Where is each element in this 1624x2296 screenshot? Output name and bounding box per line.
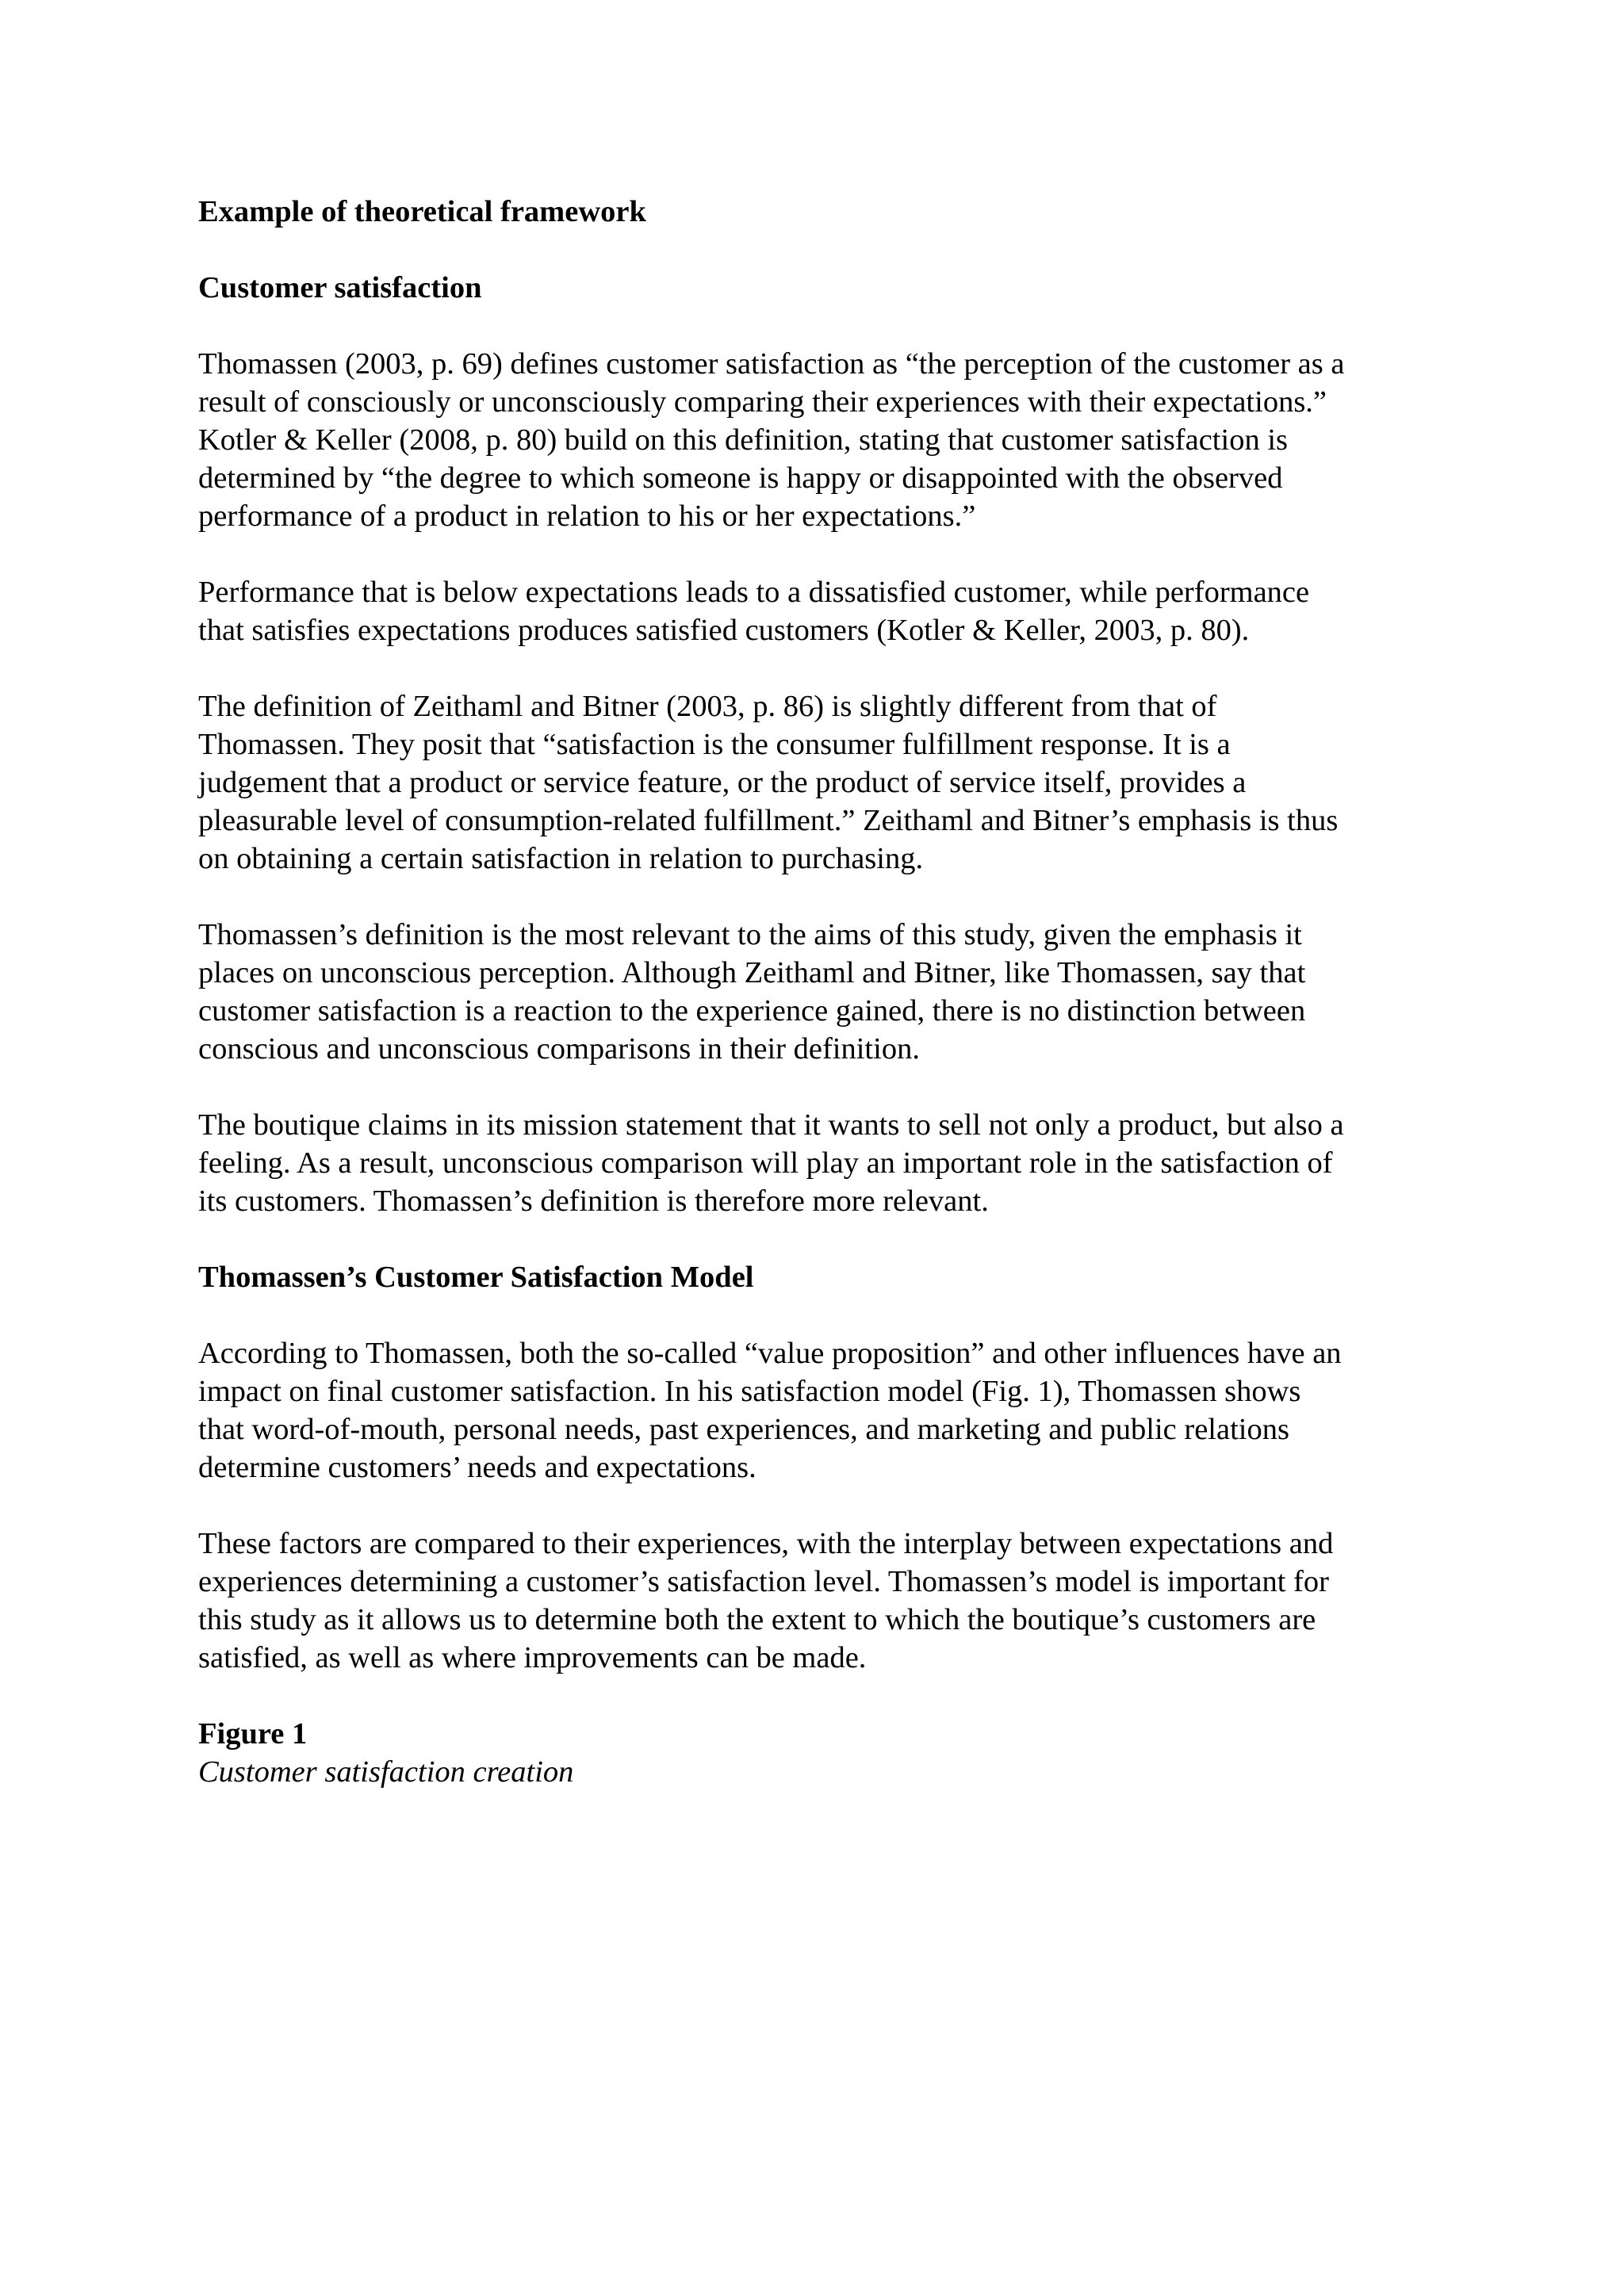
paragraph-relevance xyxy=(198,916,1451,1068)
paragraph-value-proposition xyxy=(198,1334,1451,1487)
document-page xyxy=(198,193,1451,1791)
text-line: Thomassen (2003, p. 69) defines customer satisfaction as “the perception of the customer as a xyxy=(198,347,1345,381)
text-line: The boutique claims in its mission statement that it wants to sell not only a product, but also a xyxy=(198,1108,1344,1142)
section-heading-customer-satisfaction: Customer satisfaction xyxy=(198,271,482,304)
paragraph-factors-compared xyxy=(198,1525,1451,1677)
text-line: places on unconscious perception. Although Zeithaml and Bitner, like Thomassen, say that xyxy=(198,956,1306,989)
text-line: Performance that is below expectations leads to a dissatisfied customer, while performance xyxy=(198,576,1310,609)
text-line: performance of a product in relation to his or her expectations.” xyxy=(198,499,976,533)
text-line: result of consciously or unconsciously comparing their experiences with their expectations.” xyxy=(198,385,1327,419)
paragraph-performance-expectations xyxy=(198,573,1451,649)
text-line: pleasurable level of consumption-related fulfillment.” Zeithaml and Bitner’s emphasis is thus xyxy=(198,804,1339,837)
figure-caption: Customer satisfaction creation xyxy=(198,1755,574,1789)
text-line: judgement that a product or service feature, or the product of service itself, provides a xyxy=(198,766,1247,799)
text-line: feeling. As a result, unconscious comparison will play an important role in the satisfaction of xyxy=(198,1146,1333,1180)
text-line: that satisfies expectations produces satisfied customers (Kotler & Keller, 2003, p. 80). xyxy=(198,614,1250,647)
text-line: conscious and unconscious comparisons in their definition. xyxy=(198,1032,920,1066)
paragraph-boutique-mission xyxy=(198,1106,1451,1220)
text-line: that word-of-mouth, personal needs, past experiences, and marketing and public relations xyxy=(198,1413,1289,1446)
text-line: The definition of Zeithaml and Bitner (2003, p. 86) is slightly different from that of xyxy=(198,690,1217,723)
text-line: Thomassen’s definition is the most relevant to the aims of this study, given the emphasis it xyxy=(198,918,1302,951)
text-line: on obtaining a certain satisfaction in relation to purchasing. xyxy=(198,842,924,875)
figure-label: Figure 1 xyxy=(198,1717,308,1751)
section-heading-satisfaction-model: Thomassen’s Customer Satisfaction Model xyxy=(198,1261,754,1294)
text-line: determined by “the degree to which someone is happy or disappointed with the observed xyxy=(198,461,1283,495)
paragraph-thomassen-definition xyxy=(198,345,1451,535)
text-line: this study as it allows us to determine both the extent to which the boutique’s customers are xyxy=(198,1603,1316,1636)
text-line: Kotler & Keller (2008, p. 80) build on this definition, stating that customer satisfaction is xyxy=(198,423,1289,457)
document-title: Example of theoretical framework xyxy=(198,195,646,228)
text-line: impact on final customer satisfaction. In his satisfaction model (Fig. 1), Thomassen shows xyxy=(198,1375,1301,1408)
paragraph-zeithaml-bitner xyxy=(198,687,1451,878)
text-line: customer satisfaction is a reaction to the experience gained, there is no distinction between xyxy=(198,994,1306,1027)
text-line: its customers. Thomassen’s definition is therefore more relevant. xyxy=(198,1184,989,1218)
text-line: These factors are compared to their experiences, with the interplay between expectations and xyxy=(198,1527,1334,1560)
text-line: determine customers’ needs and expectations. xyxy=(198,1451,756,1484)
text-line: satisfied, as well as where improvements can be made. xyxy=(198,1641,867,1674)
text-line: experiences determining a customer’s satisfaction level. Thomassen’s model is important for xyxy=(198,1565,1329,1598)
text-line: According to Thomassen, both the so-called “value proposition” and other influences have an xyxy=(198,1337,1342,1370)
text-line: Thomassen. They posit that “satisfaction is the consumer fulfillment response. It is a xyxy=(198,728,1231,761)
